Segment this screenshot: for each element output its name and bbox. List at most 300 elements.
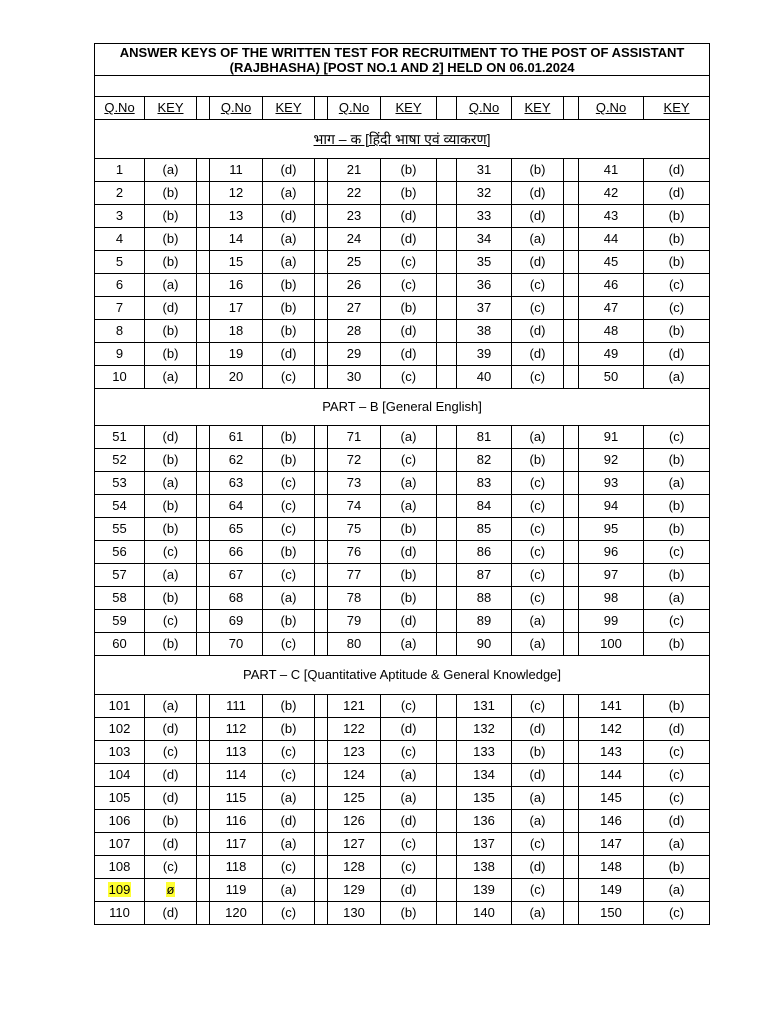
qno-header-label: Q.No bbox=[468, 100, 500, 115]
separator-cell bbox=[564, 205, 579, 228]
answer-key-text: (c) bbox=[162, 859, 179, 874]
question-number bbox=[95, 587, 145, 610]
answer-key-text: (c) bbox=[529, 300, 546, 315]
answer-key-text: (c) bbox=[280, 369, 297, 384]
question-number bbox=[328, 320, 381, 343]
question-number-text: 48 bbox=[603, 323, 619, 338]
separator-cell bbox=[315, 366, 328, 389]
question-number-text: 142 bbox=[600, 721, 622, 736]
answer-key-text: (d) bbox=[529, 208, 546, 223]
answer-key-text: (a) bbox=[280, 882, 297, 897]
answer-key-text: (c) bbox=[529, 521, 546, 536]
answer-key bbox=[381, 741, 437, 764]
question-number bbox=[328, 228, 381, 251]
question-number bbox=[210, 274, 263, 297]
separator-cell bbox=[564, 366, 579, 389]
separator-cell bbox=[437, 856, 457, 879]
answer-key bbox=[145, 541, 197, 564]
answer-key bbox=[644, 449, 710, 472]
answer-key bbox=[145, 879, 197, 902]
question-number bbox=[328, 472, 381, 495]
answer-key-text: (c) bbox=[668, 544, 685, 559]
answer-key bbox=[263, 205, 315, 228]
question-number bbox=[95, 810, 145, 833]
separator-cell bbox=[564, 787, 579, 810]
answer-key bbox=[263, 764, 315, 787]
question-number bbox=[457, 764, 512, 787]
answer-key bbox=[644, 764, 710, 787]
answer-key bbox=[145, 564, 197, 587]
answer-key bbox=[381, 426, 437, 449]
table-row bbox=[95, 610, 710, 633]
answer-key-text: ø bbox=[166, 882, 175, 897]
answer-key bbox=[644, 366, 710, 389]
answer-key-text: (a) bbox=[162, 162, 179, 177]
question-number bbox=[210, 228, 263, 251]
answer-key bbox=[263, 343, 315, 366]
document-title bbox=[95, 44, 710, 76]
answer-key bbox=[644, 320, 710, 343]
separator-cell bbox=[315, 810, 328, 833]
question-number bbox=[95, 518, 145, 541]
question-number bbox=[210, 587, 263, 610]
question-number bbox=[457, 810, 512, 833]
answer-key-text: (b) bbox=[162, 590, 179, 605]
answer-key bbox=[381, 695, 437, 718]
question-number-text: 72 bbox=[346, 452, 362, 467]
answer-key bbox=[644, 472, 710, 495]
separator-cell bbox=[315, 228, 328, 251]
answer-key-text: (d) bbox=[400, 813, 417, 828]
separator-cell bbox=[315, 518, 328, 541]
question-number bbox=[95, 366, 145, 389]
table-row bbox=[95, 564, 710, 587]
separator-cell bbox=[197, 902, 210, 925]
answer-key bbox=[263, 633, 315, 656]
separator-cell bbox=[564, 633, 579, 656]
answer-key-text: (b) bbox=[280, 613, 297, 628]
question-number-text: 30 bbox=[346, 369, 362, 384]
key-header bbox=[381, 97, 437, 120]
qno-header bbox=[328, 97, 381, 120]
answer-key-text: (a) bbox=[162, 698, 179, 713]
answer-key-text: (a) bbox=[400, 790, 417, 805]
question-number-text: 13 bbox=[228, 208, 244, 223]
question-number bbox=[210, 182, 263, 205]
answer-key bbox=[145, 274, 197, 297]
answer-key bbox=[145, 320, 197, 343]
question-number bbox=[579, 541, 644, 564]
answer-key bbox=[145, 856, 197, 879]
answer-key bbox=[381, 764, 437, 787]
separator-cell bbox=[197, 810, 210, 833]
answer-key bbox=[145, 787, 197, 810]
question-number-text: 45 bbox=[603, 254, 619, 269]
answer-key bbox=[263, 879, 315, 902]
question-number-text: 7 bbox=[115, 300, 124, 315]
question-number-text: 95 bbox=[603, 521, 619, 536]
question-number bbox=[95, 251, 145, 274]
separator-cell bbox=[437, 159, 457, 182]
separator-cell bbox=[564, 274, 579, 297]
answer-key bbox=[381, 159, 437, 182]
answer-key bbox=[145, 902, 197, 925]
question-number bbox=[457, 320, 512, 343]
question-number-text: 135 bbox=[473, 790, 495, 805]
question-number bbox=[328, 787, 381, 810]
question-number-text: 145 bbox=[600, 790, 622, 805]
key-header bbox=[644, 97, 710, 120]
answer-key bbox=[381, 472, 437, 495]
question-number bbox=[210, 810, 263, 833]
table-row bbox=[95, 518, 710, 541]
answer-key bbox=[512, 251, 564, 274]
answer-key-text: (a) bbox=[668, 369, 685, 384]
answer-key bbox=[145, 610, 197, 633]
question-number bbox=[95, 633, 145, 656]
question-number-text: 47 bbox=[603, 300, 619, 315]
question-number-text: 26 bbox=[346, 277, 362, 292]
question-number-text: 89 bbox=[476, 613, 492, 628]
separator-cell bbox=[197, 449, 210, 472]
answer-key bbox=[644, 518, 710, 541]
question-number bbox=[210, 518, 263, 541]
question-number-text: 32 bbox=[476, 185, 492, 200]
spacer-row bbox=[95, 76, 710, 97]
question-number-text: 64 bbox=[228, 498, 244, 513]
answer-key-text: (b) bbox=[162, 636, 179, 651]
question-number bbox=[328, 274, 381, 297]
answer-key bbox=[145, 495, 197, 518]
answer-key-text: (c) bbox=[280, 567, 297, 582]
answer-key bbox=[263, 833, 315, 856]
separator-cell bbox=[437, 495, 457, 518]
separator-cell bbox=[315, 205, 328, 228]
separator-cell bbox=[437, 97, 457, 120]
question-number bbox=[457, 564, 512, 587]
separator-cell bbox=[564, 97, 579, 120]
question-number bbox=[328, 695, 381, 718]
answer-key-text: (c) bbox=[400, 744, 417, 759]
answer-key-text: (b) bbox=[400, 185, 417, 200]
answer-key bbox=[381, 449, 437, 472]
question-number-text: 68 bbox=[228, 590, 244, 605]
table-row bbox=[95, 633, 710, 656]
question-number bbox=[457, 449, 512, 472]
question-number-text: 108 bbox=[108, 859, 131, 874]
question-number-text: 8 bbox=[115, 323, 124, 338]
question-number bbox=[210, 856, 263, 879]
answer-key-text: (d) bbox=[400, 346, 417, 361]
answer-key-text: (b) bbox=[668, 636, 685, 651]
question-number bbox=[579, 810, 644, 833]
answer-key bbox=[145, 251, 197, 274]
table-row bbox=[95, 879, 710, 902]
question-number bbox=[457, 610, 512, 633]
qno-header-label: Q.No bbox=[220, 100, 252, 115]
question-number-text: 121 bbox=[343, 698, 365, 713]
answer-key bbox=[381, 833, 437, 856]
question-number bbox=[210, 495, 263, 518]
question-number-text: 140 bbox=[473, 905, 495, 920]
answer-key-text: (b) bbox=[162, 254, 179, 269]
question-number bbox=[457, 297, 512, 320]
question-number-text: 22 bbox=[346, 185, 362, 200]
answer-key-text: (b) bbox=[400, 521, 417, 536]
answer-key-text: (b) bbox=[162, 452, 179, 467]
separator-cell bbox=[315, 564, 328, 587]
question-number bbox=[579, 182, 644, 205]
question-number bbox=[210, 787, 263, 810]
answer-key bbox=[512, 159, 564, 182]
answer-key bbox=[644, 426, 710, 449]
answer-key-text: (c) bbox=[668, 767, 685, 782]
question-number-text: 53 bbox=[112, 475, 127, 490]
table-row bbox=[95, 426, 710, 449]
question-number bbox=[328, 810, 381, 833]
section-heading-row bbox=[95, 656, 710, 695]
question-number bbox=[579, 833, 644, 856]
question-number-text: 126 bbox=[343, 813, 365, 828]
answer-key-text: (d) bbox=[400, 208, 417, 223]
question-number bbox=[95, 856, 145, 879]
separator-cell bbox=[197, 228, 210, 251]
answer-key-text: (a) bbox=[400, 498, 417, 513]
separator-cell bbox=[564, 228, 579, 251]
question-number bbox=[457, 159, 512, 182]
answer-key-text: (b) bbox=[280, 452, 297, 467]
separator-cell bbox=[437, 320, 457, 343]
separator-cell bbox=[315, 449, 328, 472]
answer-key bbox=[381, 718, 437, 741]
separator-cell bbox=[437, 810, 457, 833]
section-heading bbox=[95, 120, 710, 159]
question-number bbox=[457, 366, 512, 389]
answer-key-text: (b) bbox=[529, 452, 546, 467]
separator-cell bbox=[197, 787, 210, 810]
question-number bbox=[95, 449, 145, 472]
question-number-text: 106 bbox=[108, 813, 131, 828]
question-number bbox=[328, 856, 381, 879]
question-number bbox=[579, 274, 644, 297]
question-number-text: 96 bbox=[603, 544, 619, 559]
question-number bbox=[457, 856, 512, 879]
question-number bbox=[579, 787, 644, 810]
question-number bbox=[95, 695, 145, 718]
separator-cell bbox=[564, 695, 579, 718]
table-row bbox=[95, 495, 710, 518]
question-number bbox=[457, 182, 512, 205]
separator-cell bbox=[197, 587, 210, 610]
section-heading-text: PART – C [Quantitative Aptitude & General Knowledge] bbox=[243, 667, 562, 682]
question-number bbox=[210, 449, 263, 472]
question-number-text: 109 bbox=[108, 882, 131, 897]
separator-cell bbox=[315, 274, 328, 297]
question-number-text: 36 bbox=[476, 277, 492, 292]
answer-key bbox=[512, 587, 564, 610]
question-number bbox=[457, 426, 512, 449]
question-number bbox=[328, 495, 381, 518]
question-number bbox=[95, 297, 145, 320]
question-number bbox=[95, 833, 145, 856]
question-number bbox=[328, 518, 381, 541]
question-number bbox=[457, 833, 512, 856]
answer-key-text: (d) bbox=[529, 323, 546, 338]
answer-key-text: (b) bbox=[280, 277, 297, 292]
separator-cell bbox=[437, 741, 457, 764]
question-number-text: 39 bbox=[476, 346, 492, 361]
answer-key bbox=[263, 518, 315, 541]
separator-cell bbox=[564, 343, 579, 366]
question-number-text: 107 bbox=[108, 836, 131, 851]
answer-key bbox=[263, 297, 315, 320]
answer-key bbox=[512, 764, 564, 787]
answer-key bbox=[263, 495, 315, 518]
question-number-text: 131 bbox=[473, 698, 495, 713]
title-line-2: (RAJBHASHA) [POST NO.1 AND 2] HELD ON 06.01.2024 bbox=[229, 59, 575, 75]
question-number-text: 139 bbox=[473, 882, 495, 897]
question-number-text: 76 bbox=[346, 544, 362, 559]
answer-key-text: (c) bbox=[529, 698, 546, 713]
separator-cell bbox=[564, 879, 579, 902]
question-number-text: 114 bbox=[225, 767, 247, 782]
table-row bbox=[95, 541, 710, 564]
question-number-text: 116 bbox=[225, 813, 247, 828]
separator-cell bbox=[197, 495, 210, 518]
answer-key bbox=[145, 449, 197, 472]
question-number bbox=[457, 205, 512, 228]
question-number bbox=[328, 251, 381, 274]
separator-cell bbox=[197, 564, 210, 587]
question-number-text: 79 bbox=[346, 613, 362, 628]
table-row bbox=[95, 902, 710, 925]
answer-key-text: (a) bbox=[529, 231, 546, 246]
question-number-text: 19 bbox=[228, 346, 244, 361]
question-number bbox=[579, 495, 644, 518]
answer-key-text: (c) bbox=[668, 429, 685, 444]
separator-cell bbox=[197, 274, 210, 297]
question-number-text: 101 bbox=[108, 698, 131, 713]
question-number bbox=[95, 472, 145, 495]
question-number bbox=[579, 449, 644, 472]
table-row bbox=[95, 205, 710, 228]
question-number bbox=[95, 902, 145, 925]
question-number bbox=[579, 297, 644, 320]
separator-cell bbox=[564, 518, 579, 541]
key-header-label: KEY bbox=[157, 100, 184, 115]
answer-key-text: (d) bbox=[529, 721, 546, 736]
question-number-text: 124 bbox=[343, 767, 365, 782]
question-number-text: 24 bbox=[346, 231, 362, 246]
question-number-text: 123 bbox=[343, 744, 365, 759]
question-number-text: 12 bbox=[228, 185, 244, 200]
question-number bbox=[579, 320, 644, 343]
answer-key bbox=[381, 787, 437, 810]
question-number bbox=[579, 610, 644, 633]
question-number-text: 80 bbox=[346, 636, 362, 651]
question-number bbox=[95, 564, 145, 587]
question-number bbox=[210, 695, 263, 718]
question-number-text: 125 bbox=[343, 790, 365, 805]
question-number-text: 120 bbox=[225, 905, 247, 920]
table-row bbox=[95, 810, 710, 833]
answer-key bbox=[644, 856, 710, 879]
question-number-text: 27 bbox=[346, 300, 362, 315]
question-number-text: 99 bbox=[603, 613, 619, 628]
separator-cell bbox=[315, 610, 328, 633]
answer-key bbox=[512, 856, 564, 879]
table-row bbox=[95, 320, 710, 343]
question-number-text: 60 bbox=[112, 636, 127, 651]
question-number-text: 63 bbox=[228, 475, 244, 490]
question-number bbox=[457, 472, 512, 495]
question-number-text: 90 bbox=[476, 636, 492, 651]
question-number bbox=[328, 902, 381, 925]
answer-key bbox=[644, 902, 710, 925]
separator-cell bbox=[197, 426, 210, 449]
question-number-text: 43 bbox=[603, 208, 619, 223]
separator-cell bbox=[197, 856, 210, 879]
question-number bbox=[579, 587, 644, 610]
answer-key bbox=[381, 902, 437, 925]
question-number bbox=[210, 764, 263, 787]
answer-key-text: (c) bbox=[529, 882, 546, 897]
question-number-text: 61 bbox=[228, 429, 244, 444]
table-row bbox=[95, 787, 710, 810]
question-number bbox=[579, 518, 644, 541]
question-number-text: 62 bbox=[228, 452, 244, 467]
answer-key-text: (b) bbox=[162, 323, 179, 338]
question-number bbox=[210, 343, 263, 366]
answer-key bbox=[145, 297, 197, 320]
answer-key-text: (a) bbox=[280, 590, 297, 605]
table-row bbox=[95, 833, 710, 856]
question-number-text: 147 bbox=[600, 836, 622, 851]
answer-key-text: (a) bbox=[280, 836, 297, 851]
key-header bbox=[512, 97, 564, 120]
answer-key-text: (c) bbox=[400, 859, 417, 874]
answer-key-text: (c) bbox=[400, 277, 417, 292]
answer-key bbox=[145, 426, 197, 449]
answer-key bbox=[381, 518, 437, 541]
answer-key bbox=[512, 718, 564, 741]
answer-key bbox=[644, 787, 710, 810]
answer-key-text: (a) bbox=[162, 369, 179, 384]
question-number-text: 14 bbox=[228, 231, 244, 246]
answer-key bbox=[263, 274, 315, 297]
answer-key-text: (a) bbox=[529, 813, 546, 828]
question-number-text: 34 bbox=[476, 231, 492, 246]
question-number-text: 55 bbox=[112, 521, 127, 536]
answer-key-text: (b) bbox=[668, 567, 685, 582]
answer-key-text: (b) bbox=[400, 590, 417, 605]
answer-key bbox=[381, 320, 437, 343]
separator-cell bbox=[315, 695, 328, 718]
section-heading-row bbox=[95, 389, 710, 426]
answer-key bbox=[263, 695, 315, 718]
question-number bbox=[457, 541, 512, 564]
answer-key-text: (b) bbox=[529, 744, 546, 759]
question-number bbox=[579, 366, 644, 389]
separator-cell bbox=[197, 97, 210, 120]
separator-cell bbox=[197, 741, 210, 764]
question-number-text: 42 bbox=[603, 185, 619, 200]
answer-key-text: (c) bbox=[529, 567, 546, 582]
question-number-text: 74 bbox=[346, 498, 362, 513]
answer-key-text: (d) bbox=[280, 208, 297, 223]
question-number-text: 20 bbox=[228, 369, 244, 384]
answer-key-text: (c) bbox=[162, 744, 179, 759]
